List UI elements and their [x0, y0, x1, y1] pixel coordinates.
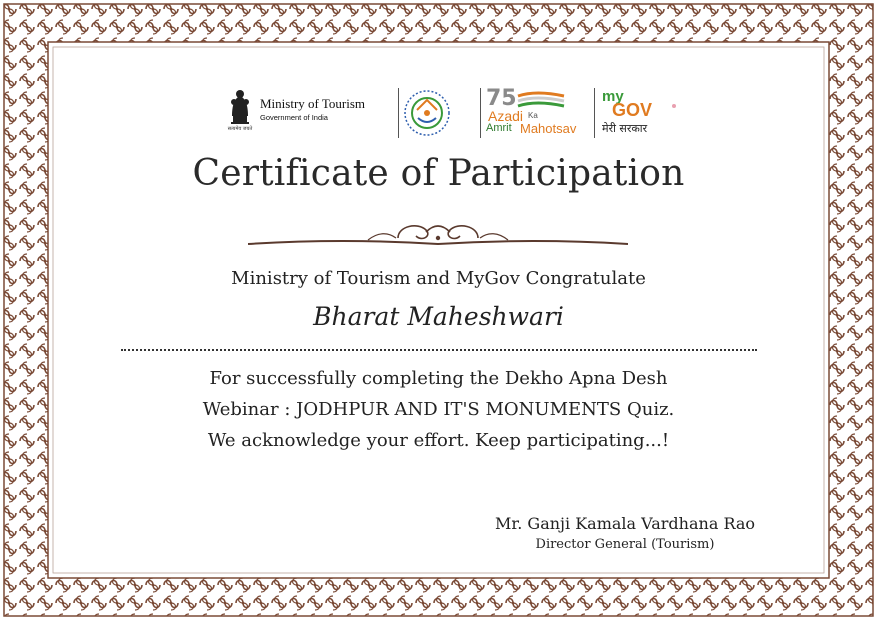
- logo-strip: [222, 86, 682, 138]
- akam-ka: Ka: [528, 111, 538, 120]
- signatory-designation: Director General (Tourism): [535, 537, 715, 552]
- ministry-subtitle: Government of India: [260, 113, 328, 122]
- congratulation-line: Ministry of Tourism and MyGov Congratulate: [231, 268, 646, 289]
- mygov-my: my: [602, 88, 624, 105]
- mygov-hindi: मेरी सरकार: [602, 122, 648, 135]
- ministry-name: Ministry of Tourism: [260, 96, 366, 111]
- akam-amrit: Amrit: [486, 122, 512, 134]
- body-line-2: Webinar : JODHPUR AND IT'S MONUMENTS Quiz.: [202, 399, 675, 420]
- logo-divider: [594, 88, 595, 138]
- recipient-name: Bharat Maheshwari: [313, 302, 564, 331]
- emblem-caption: सत्यमेव जयते: [227, 126, 253, 132]
- body-line-3: We acknowledge your effort. Keep participating...!: [207, 430, 670, 451]
- tricolour-flag-icon: [516, 90, 566, 110]
- logo-divider: [398, 88, 399, 138]
- signatory-name: Mr. Ganji Kamala Vardhana Rao: [494, 514, 756, 533]
- dotted-underline: [121, 349, 757, 351]
- akam-mahotsav: Mahotsav: [520, 121, 577, 136]
- flourish-divider-icon: [248, 218, 628, 250]
- logo-divider: [480, 88, 481, 138]
- mygov-logo: [602, 88, 672, 138]
- body-line-1: For successfully completing the Dekho Apna Desh: [209, 368, 668, 389]
- dekho-apna-desh-logo-icon: [402, 88, 452, 138]
- certificate-title: Certificate of Participation: [192, 153, 685, 194]
- akam-number: 75: [486, 86, 517, 111]
- decorative-dot: [672, 104, 676, 108]
- mygov-gov: GOV: [612, 100, 653, 120]
- azadi-ka-amrit-mahotsav-logo: [486, 86, 586, 140]
- akam-azadi: Azadi: [488, 108, 524, 124]
